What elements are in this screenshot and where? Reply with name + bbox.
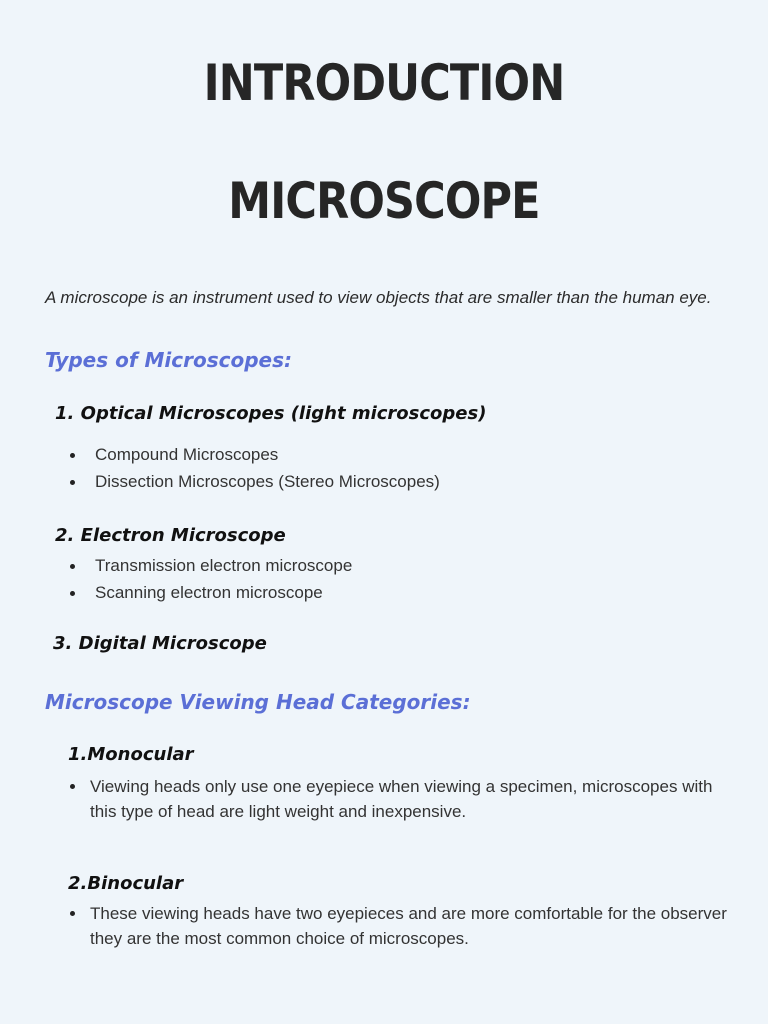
type-item-number: 1. [55,403,75,424]
bullet-icon [70,784,75,789]
type-item-label: Digital Microscope [78,633,267,654]
head-item-number: 1. [68,744,88,765]
intro-paragraph: A microscope is an instrument used to view objects that are smaller than the human eye. [45,288,712,307]
heads-section-heading: Microscope Viewing Head Categories: [45,690,471,714]
bullet-icon [70,480,75,485]
list-item: Viewing heads only use one eyepiece when viewing a specimen, microscopes with this type of head are light weight and inexpensive. [45,774,735,824]
list-item: Scanning electron microscope [45,580,352,607]
bullet-icon [70,564,75,569]
head-item-monocular [68,744,194,765]
head-item-label: Monocular [87,744,194,765]
type-item-label: Optical Microscopes (light microscopes) [80,403,487,424]
page-title-microscope: MICROSCOPE [228,172,540,230]
type-item-number: 2. [55,525,75,546]
monocular-bullet-list [45,774,735,824]
types-section-heading: Types of Microscopes: [45,348,293,372]
type-item-electron [55,525,286,546]
list-item: Dissection Microscopes (Stereo Microscopes) [45,469,440,496]
list-item: Transmission electron microscope [45,553,352,580]
head-item-number: 2. [68,873,88,894]
bullet-icon [70,453,75,458]
head-item-binocular [68,873,183,894]
page-title-introduction: INTRODUCTION [203,54,565,112]
type-item-optical [55,403,486,424]
list-item: These viewing heads have two eyepieces and are more comfortable for the observer they are the most common choice of microscopes. [45,901,735,951]
binocular-bullet-list [45,901,735,951]
electron-bullet-list [45,553,352,606]
list-item: Compound Microscopes [45,442,440,469]
bullet-icon [70,911,75,916]
head-item-label: Binocular [87,873,184,894]
bullet-icon [70,591,75,596]
type-item-number: 3. [53,633,73,654]
type-item-digital [53,633,267,654]
type-item-label: Electron Microscope [80,525,286,546]
optical-bullet-list [45,442,440,495]
